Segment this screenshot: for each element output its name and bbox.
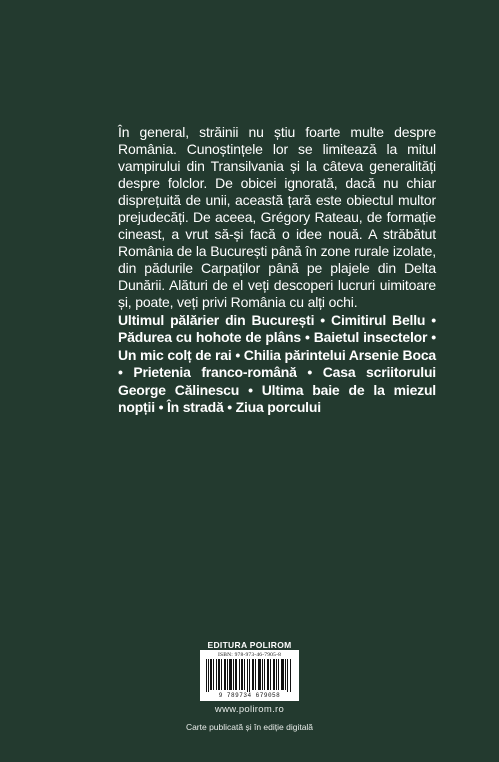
barcode-icon xyxy=(206,659,293,692)
isbn-barcode xyxy=(200,650,299,701)
publisher-name: EDITURA POLIROM xyxy=(207,640,292,650)
blurb-paragraph: În general, străinii nu știu foarte multe despre România. Cunoștințele lor se limitează la mitul vampirului din Transilvania și la câteva generalități despre folclor. De obicei ignorată, dacă nu chiar disprețuită de unii, această țară este obiectul multor prejudecăți. De aceea, Grégory Rateau, de formație cineast, a vrut să-și facă o idee nouă. A străbătut România de la București până în zone rurale izolate, din pădurile Carpaților până pe plajele din Delta Dunării. Alături de el veți descoperi lucruri uimitoare și, poate, veți privi România cu alți ochi. xyxy=(118,124,436,310)
ean-digits: 9 789734 679058 xyxy=(218,692,281,699)
publisher-website: www.polirom.ro xyxy=(214,704,285,715)
digital-edition-note: Carte publicată și în ediție digitală xyxy=(185,722,314,732)
chapter-list: Ultimul pălărier din București • Cimitirul Bellu • Pădurea cu hohote de plâns • Baietul insectelor • Un mic colț de rai • Chilia părintelui Arsenie Boca • Prietenia franco-română • Casa scriitorului George Călinescu • Ultima baie de la miezul nopții • În stradă • Ziua porcului xyxy=(118,312,436,416)
isbn-number: ISBN: 978-973-46-7905-8 xyxy=(217,652,282,658)
